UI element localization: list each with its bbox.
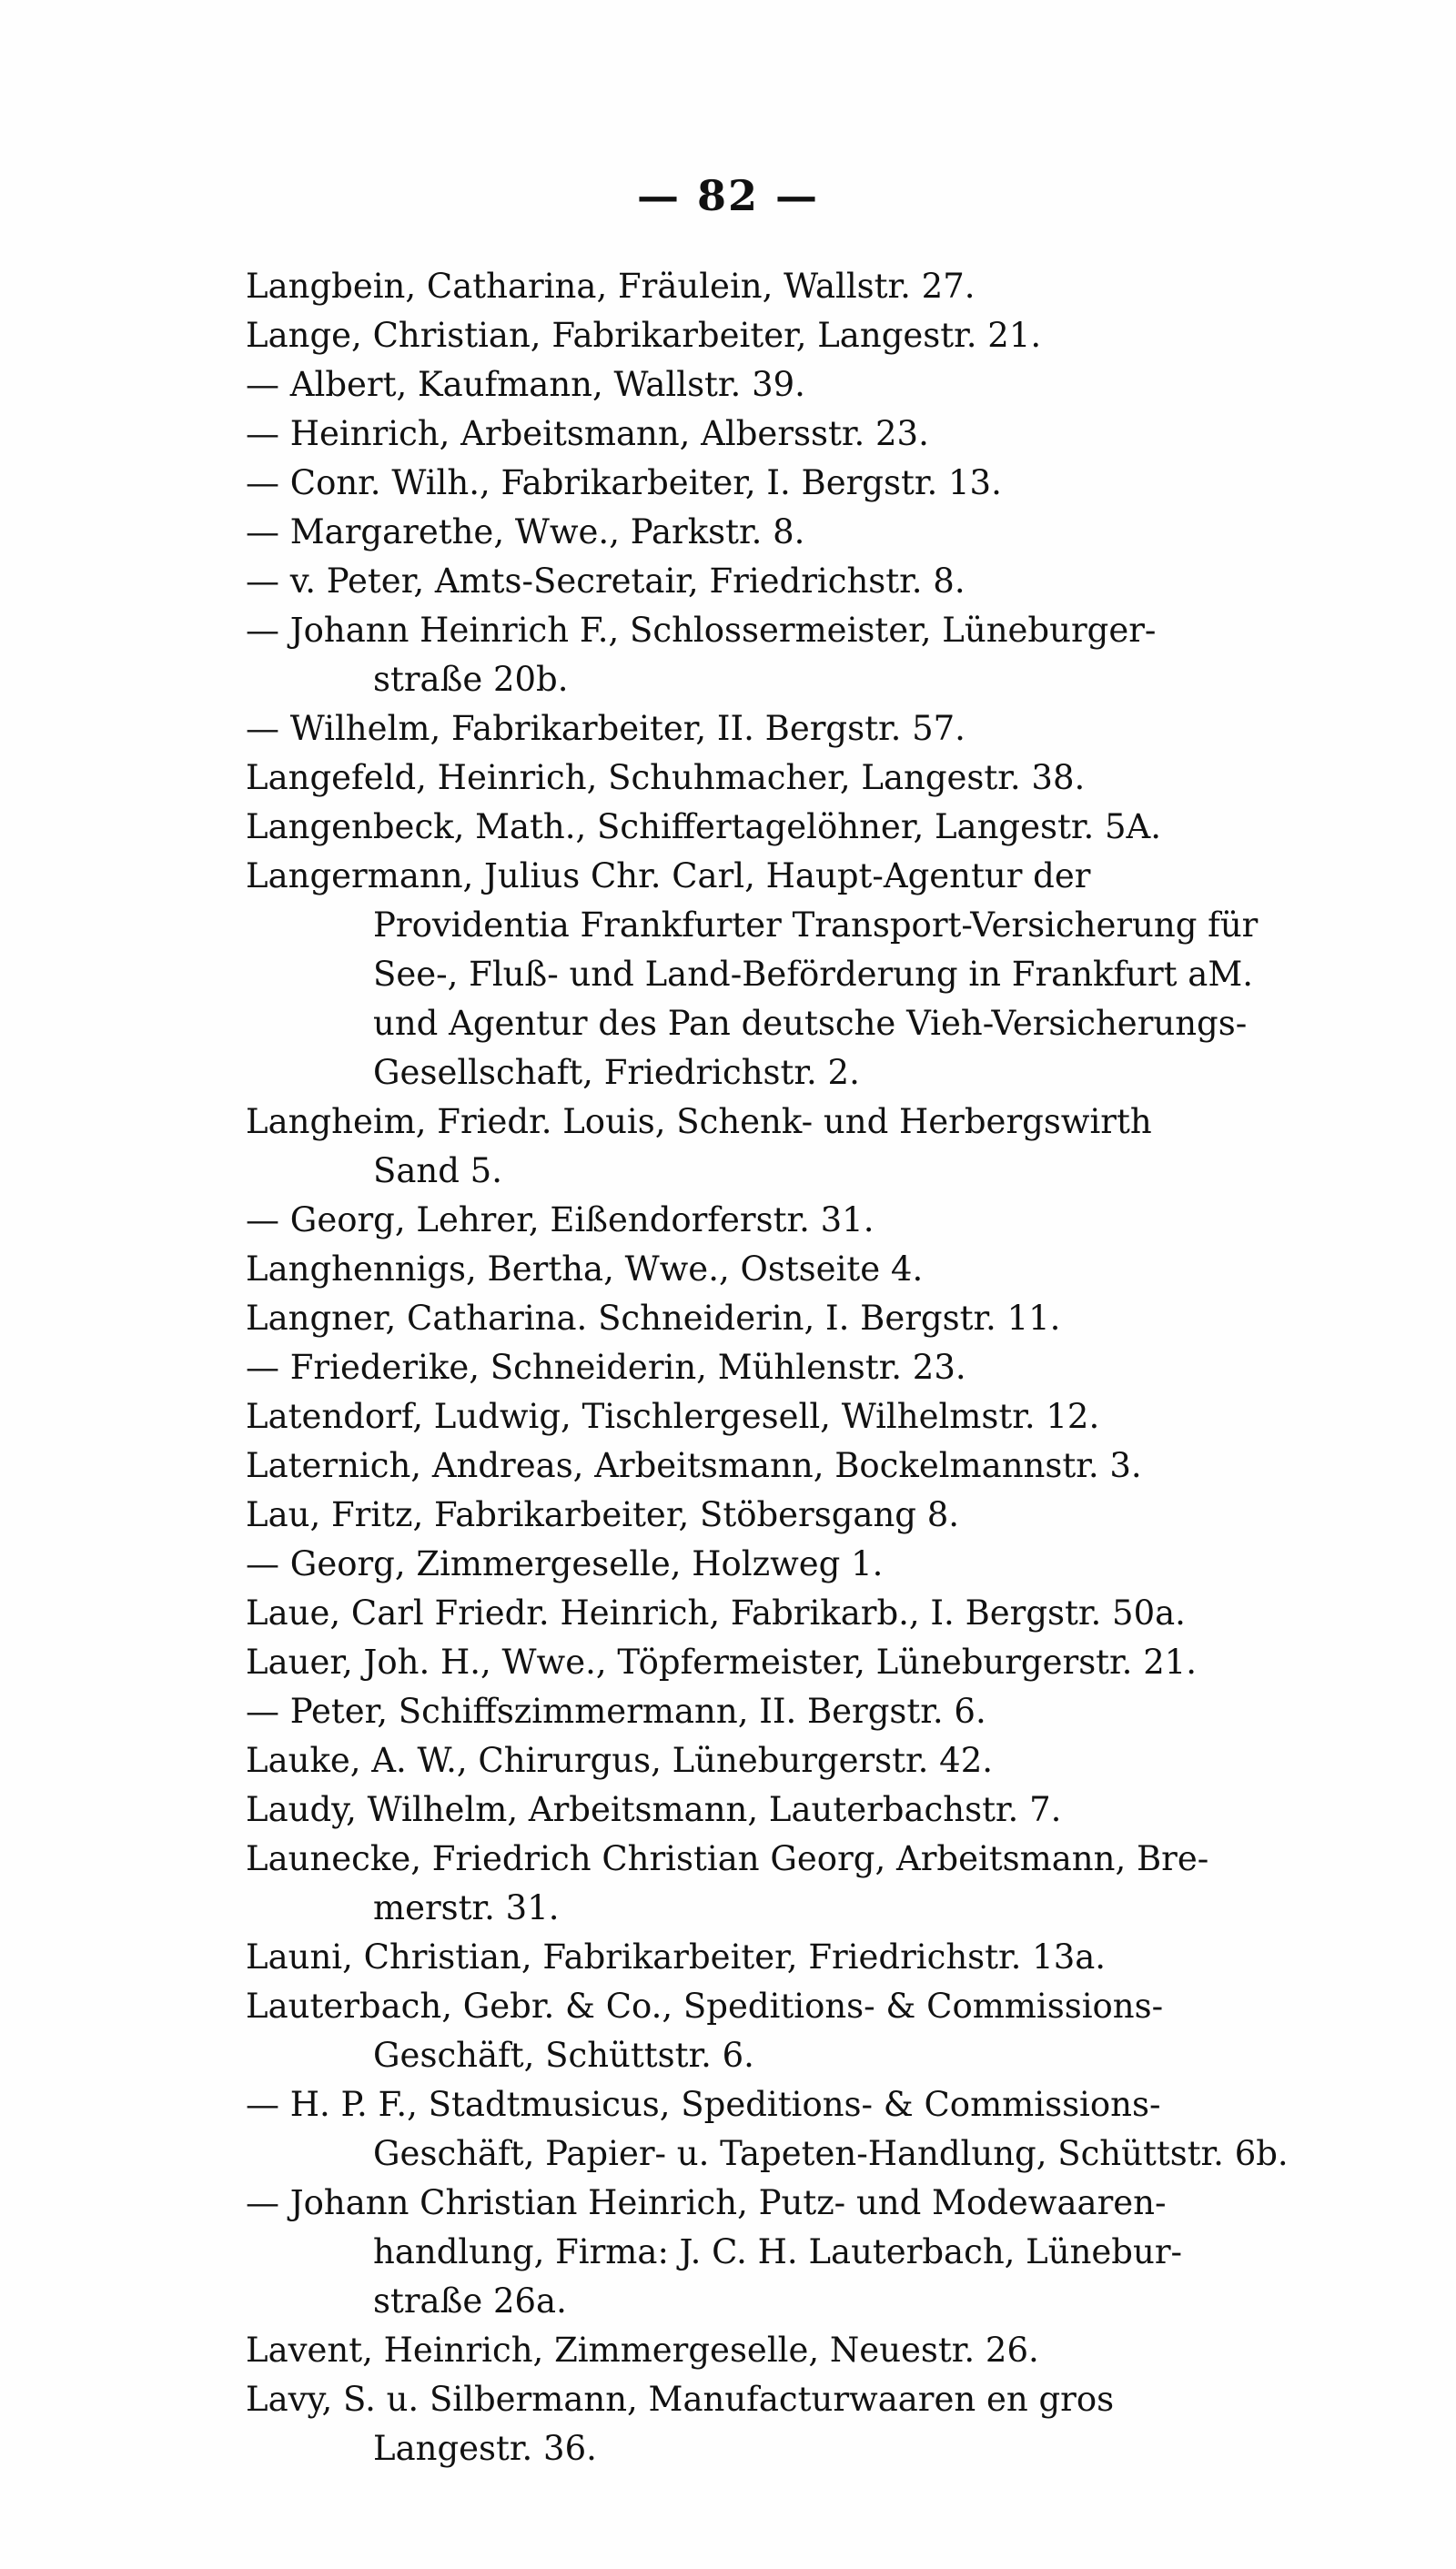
directory-entry: — Conr. Wilh., Fabrikarbeiter, I. Bergstr. 13.: [246, 463, 1002, 502]
directory-entry: — Johann Heinrich F., Schlossermeister, Lüneburger-: [246, 611, 1157, 650]
directory-entry: Lange, Christian, Fabrikarbeiter, Langestr. 21.: [246, 316, 1042, 355]
directory-entry: Langenbeck, Math., Schiffertagelöhner, Langestr. 5A.: [246, 807, 1162, 846]
directory-entry: — Friederike, Schneiderin, Mühlenstr. 23.: [246, 1348, 966, 1387]
directory-entry: Langner, Catharina. Schneiderin, I. Bergstr. 11.: [246, 1299, 1061, 1338]
directory-entry-continuation: straße 20b.: [373, 660, 569, 699]
directory-entry-continuation: See-, Fluß- und Land-Beförderung in Frankfurt aM.: [373, 955, 1253, 994]
directory-entry: Latendorf, Ludwig, Tischlergesell, Wilhelmstr. 12.: [246, 1397, 1100, 1436]
directory-entry: Lauer, Joh. H., Wwe., Töpfermeister, Lüneburgerstr. 21.: [246, 1643, 1198, 1682]
directory-entry-continuation: Geschäft, Papier- u. Tapeten-Handlung, Schüttstr. 6b.: [373, 2134, 1289, 2173]
directory-entry: — Wilhelm, Fabrikarbeiter, II. Bergstr. 57.: [246, 709, 966, 748]
directory-entry: Langermann, Julius Chr. Carl, Haupt-Agentur der: [246, 856, 1091, 895]
directory-entry: Lau, Fritz, Fabrikarbeiter, Stöbersgang 8.: [246, 1495, 960, 1534]
directory-entry: — Heinrich, Arbeitsmann, Albersstr. 23.: [246, 414, 929, 453]
directory-entry-continuation: Sand 5.: [373, 1151, 502, 1190]
directory-entry: — Johann Christian Heinrich, Putz- und Modewaaren-: [246, 2183, 1167, 2222]
directory-entry: Langbein, Catharina, Fräulein, Wallstr. 27.: [246, 267, 976, 306]
directory-entry: Laue, Carl Friedr. Heinrich, Fabrikarb., I. Bergstr. 50a.: [246, 1593, 1186, 1633]
directory-entry: — Margarethe, Wwe., Parkstr. 8.: [246, 512, 805, 551]
directory-entry: Lavy, S. u. Silbermann, Manufacturwaaren en gros: [246, 2380, 1115, 2419]
directory-entry: Langheim, Friedr. Louis, Schenk- und Herbergswirth: [246, 1102, 1152, 1141]
directory-entry: — H. P. F., Stadtmusicus, Speditions- & Commissions-: [246, 2085, 1161, 2124]
page-number: — 82 —: [636, 171, 820, 220]
directory-entry: Langhennigs, Bertha, Wwe., Ostseite 4.: [246, 1249, 924, 1289]
directory-entry-continuation: und Agentur des Pan deutsche Vieh-Versicherungs-: [373, 1004, 1248, 1043]
directory-entry: — Peter, Schiffszimmermann, II. Bergstr. 6.: [246, 1692, 986, 1731]
directory-entry: — Albert, Kaufmann, Wallstr. 39.: [246, 365, 805, 404]
directory-entries: [246, 262, 1374, 2473]
directory-entry-continuation: Langestr. 36.: [373, 2429, 597, 2468]
directory-entry: Lauke, A. W., Chirurgus, Lüneburgerstr. 42.: [246, 1741, 994, 1780]
directory-entry: — Georg, Lehrer, Eißendorferstr. 31.: [246, 1200, 875, 1239]
directory-entry-continuation: merstr. 31.: [373, 1888, 560, 1927]
directory-entry: Lavent, Heinrich, Zimmergeselle, Neuestr. 26.: [246, 2331, 1039, 2370]
directory-entry: Laudy, Wilhelm, Arbeitsmann, Lauterbachstr. 7.: [246, 1790, 1062, 1829]
directory-entry: Langefeld, Heinrich, Schuhmacher, Langestr. 38.: [246, 758, 1086, 797]
directory-entry-continuation: Providentia Frankfurter Transport-Versicherung für: [373, 905, 1259, 945]
directory-entry-continuation: handlung, Firma: J. C. H. Lauterbach, Lünebur-: [373, 2232, 1183, 2271]
directory-entry: — Georg, Zimmergeselle, Holzweg 1.: [246, 1544, 884, 1583]
directory-entry-continuation: straße 26a.: [373, 2281, 567, 2321]
directory-entry-continuation: Gesellschaft, Friedrichstr. 2.: [373, 1053, 860, 1092]
directory-entry: Lauterbach, Gebr. & Co., Speditions- & Commissions-: [246, 1987, 1164, 2026]
directory-entry: Laternich, Andreas, Arbeitsmann, Bockelmannstr. 3.: [246, 1446, 1142, 1485]
directory-entry-continuation: Geschäft, Schüttstr. 6.: [373, 2036, 754, 2075]
directory-entry: Launi, Christian, Fabrikarbeiter, Friedrichstr. 13a.: [246, 1937, 1107, 1977]
directory-entry: — v. Peter, Amts-Secretair, Friedrichstr. 8.: [246, 561, 966, 601]
directory-entry: Launecke, Friedrich Christian Georg, Arbeitsmann, Bre-: [246, 1839, 1209, 1878]
